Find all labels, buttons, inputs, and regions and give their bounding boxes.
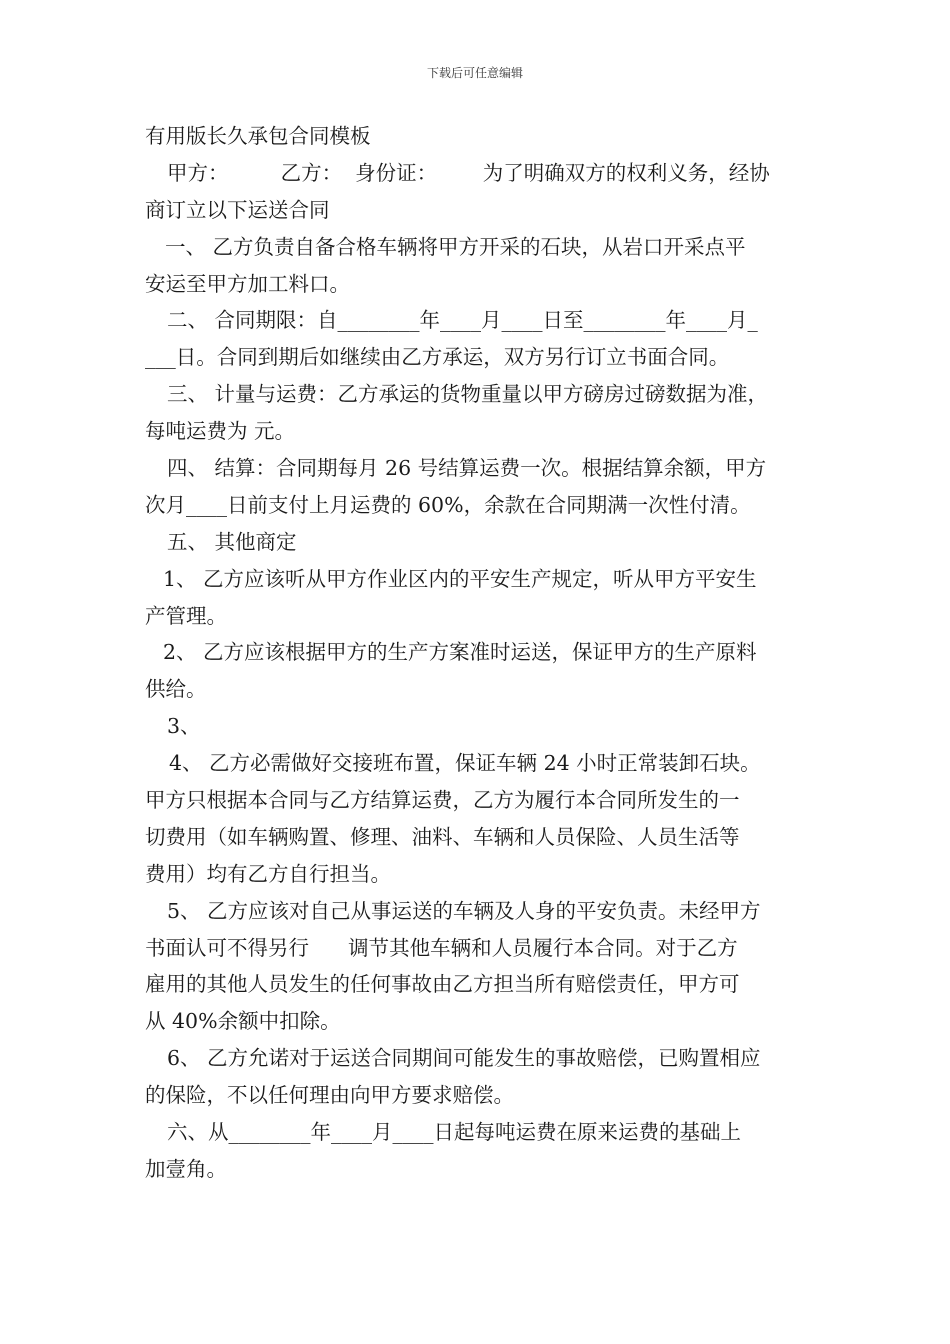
document-line: 三、 计量与运费：乙方承运的货物重量以甲方磅房过磅数据为准，: [167, 382, 769, 407]
document-line: 产管理。: [145, 603, 227, 628]
document-line: 五、 其他商定: [167, 529, 297, 554]
document-line: 四、 结算：合同期每月 26 号结算运费一次。根据结算余额，甲方: [167, 456, 767, 481]
document-line: 供给。: [145, 677, 207, 702]
document-line: 费用）均有乙方自行担当。: [145, 861, 391, 886]
document-line: 从 40%余额中扣除。: [145, 1009, 341, 1034]
document-line: 次月____日前支付上月运费的 60%，余款在合同期满一次性付清。: [145, 492, 751, 517]
document-line: 六、从________年____月____日起每吨运费在原来运费的基础上: [167, 1120, 741, 1145]
document-line: 甲方： 乙方： 身份证： 为了明确双方的权利义务，经协: [167, 160, 770, 185]
document-title: 有用版长久承包合同模板: [145, 124, 371, 148]
document-line: 4、 乙方必需做好交接班布置，保证车辆 24 小时正常装卸石块。: [169, 751, 761, 776]
document-line: ___日。合同到期后如继续由乙方承运，双方另行订立书面合同。: [145, 345, 730, 370]
document-line: 每吨运费为 元。: [145, 419, 296, 444]
document-line: 加壹角。: [145, 1156, 227, 1181]
document-body: [145, 118, 825, 1188]
document-line: 3、: [167, 714, 201, 739]
document-line: 2、 乙方应该根据甲方的生产方案准时运送，保证甲方的生产原料: [163, 640, 757, 665]
document-line: 5、 乙方应该对自己从事运送的车辆及人身的平安负责。未经甲方: [167, 898, 761, 923]
document-line: 一、 乙方负责自备合格车辆将甲方开采的石块，从岩口开采点平: [165, 234, 746, 259]
document-line: 甲方只根据本合同与乙方结算运费，乙方为履行本合同所发生的一: [145, 788, 740, 813]
page-header: 下载后可任意编辑: [426, 66, 523, 80]
document-line: 二、 合同期限：自________年____月____日至________年____月_: [167, 308, 758, 333]
document-line: 雇用的其他人员发生的任何事故由乙方担当所有赔偿责任，甲方可: [145, 972, 740, 997]
document-line: 6、 乙方允诺对于运送合同期间可能发生的事故赔偿，已购置相应: [167, 1046, 761, 1071]
document-line: 的保险，不以任何理由向甲方要求赔偿。: [145, 1083, 514, 1108]
document-line: 书面认可不得另行 调节其他车辆和人员履行本合同。对于乙方: [145, 935, 738, 960]
document-line: 1、 乙方应该听从甲方作业区内的平安生产规定，听从甲方平安生: [163, 566, 757, 591]
document-line: 切费用（如车辆购置、修理、油料、车辆和人员保险、人员生活等: [145, 824, 740, 849]
document-line: 安运至甲方加工料口。: [145, 271, 350, 296]
document-line: 商订立以下运送合同: [145, 197, 330, 222]
